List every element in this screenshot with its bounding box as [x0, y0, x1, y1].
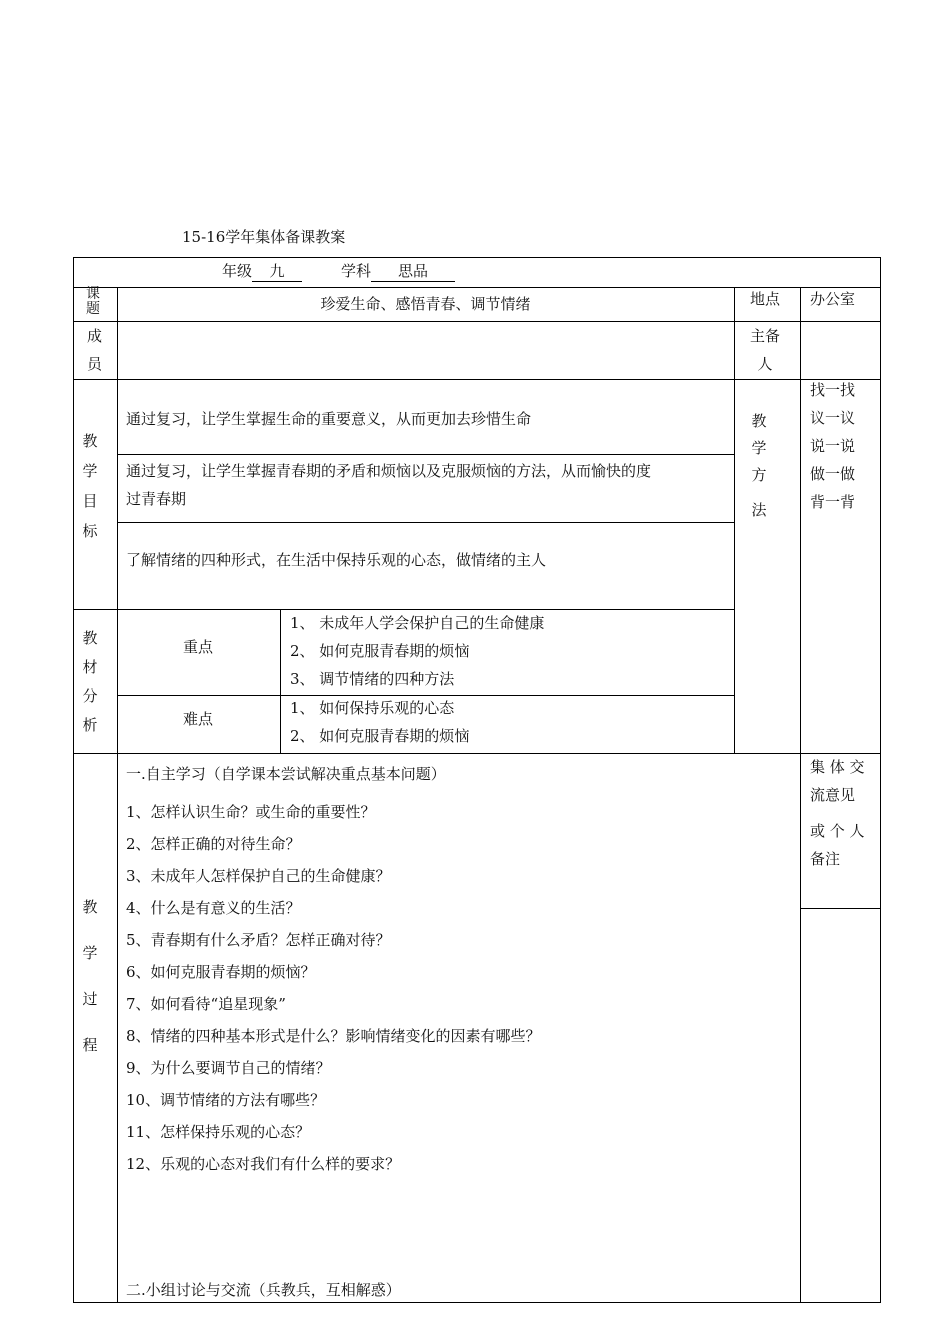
topic-title: 珍爱生命、感悟青春、调节情绪: [320, 295, 531, 313]
question-list: [126, 796, 541, 1180]
side-note: 集 体 交 流意见 或 个 人 备注: [810, 758, 865, 868]
list-item: 3、未成年人怎样保护自己的生命健康？: [126, 867, 391, 885]
objective-1: 通过复习，让学生掌握生命的重要意义，从而更加去珍惜生命: [126, 410, 532, 428]
analysis-label: 教 材 分 析: [82, 629, 98, 734]
section-self-study-title: 一.自主学习（自学课本尝试解决重点基本问题）: [126, 765, 446, 783]
objectives-label: 教 学 目 标: [82, 432, 98, 540]
section-discussion-title: 二.小组讨论与交流（兵教兵，互相解惑）: [126, 1281, 401, 1299]
objective-2: 通过复习，让学生掌握青春期的矛盾和烦恼以及克服烦恼的方法，从而愉快的度 过青春期: [126, 462, 652, 508]
difficult-points-label: 难点: [183, 710, 214, 728]
subject-field: [341, 261, 455, 282]
list-item: 6、如何克服青春期的烦恼？: [126, 963, 316, 981]
list-item: 1、怎样认识生命？或生命的重要性？: [126, 803, 376, 821]
members-label: 成 员: [87, 327, 103, 373]
list-item: 4、什么是有意义的生活？: [126, 899, 301, 917]
list-item: 5、青春期有什么矛盾？怎样正确对待？: [126, 931, 391, 949]
topic-label: 课 题: [86, 286, 100, 317]
list-item: 11、怎样保持乐观的心态？: [126, 1123, 311, 1141]
list-item: 2、怎样正确的对待生命？: [126, 835, 301, 853]
process-label: 教 学 过 程: [82, 898, 98, 1054]
method-label: 教 学 方 法: [751, 412, 767, 519]
document-title: 15-16学年集体备课教案: [182, 228, 346, 246]
grade-value: 九: [252, 261, 302, 282]
list-item: 9、为什么要调节自己的情绪？: [126, 1059, 331, 1077]
preparer-label: 主备 人: [750, 327, 781, 373]
list-item: 7、如何看待“追星现象”: [126, 995, 286, 1013]
place-value: 办公室: [810, 290, 856, 308]
difficult-points-list: 1、 如何保持乐观的心态 2、 如何克服青春期的烦恼: [290, 699, 470, 745]
grade-field: [222, 261, 302, 282]
subject-value: 思品: [371, 261, 455, 282]
grade-label: 年级: [222, 262, 253, 280]
place-label: 地点: [750, 290, 781, 308]
key-points-list: 1、 未成年人学会保护自己的生命健康 2、 如何克服青春期的烦恼 3、 调节情绪的四种方法: [290, 614, 545, 688]
list-item: 12、乐观的心态对我们有什么样的要求？: [126, 1155, 401, 1173]
list-item: 8、情绪的四种基本形式是什么？影响情绪变化的因素有哪些？: [126, 1027, 541, 1045]
key-points-label: 重点: [183, 638, 214, 656]
method-list: 找一找 议一议 说一说 做一做 背一背: [810, 381, 856, 511]
subject-label: 学科: [341, 262, 372, 280]
objective-3: 了解情绪的四种形式，在生活中保持乐观的心态，做情绪的主人: [126, 551, 547, 569]
list-item: 10、调节情绪的方法有哪些？: [126, 1091, 326, 1109]
